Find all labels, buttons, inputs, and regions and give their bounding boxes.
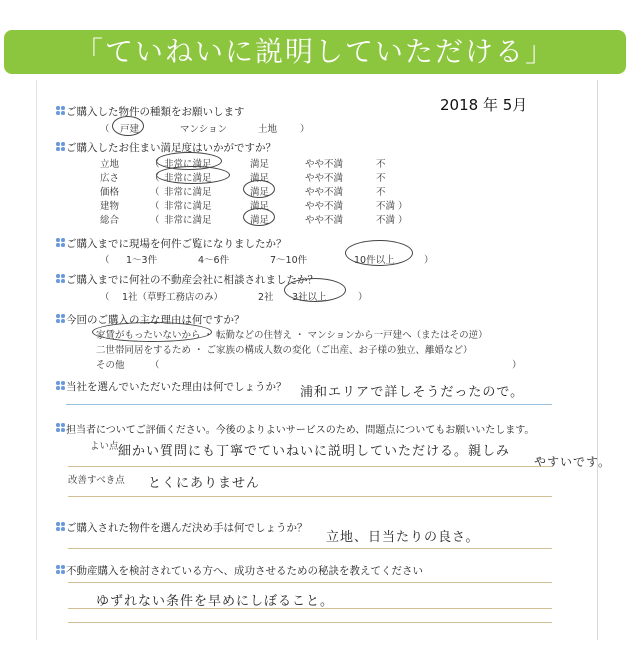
answer-line <box>68 582 552 583</box>
answer-deciding-factor: 立地、日当たりの良さ。 <box>326 530 480 545</box>
paren: （ <box>150 201 160 212</box>
q1-open-paren: （ <box>100 124 110 135</box>
paren: （ <box>150 215 160 226</box>
selected-circle <box>243 208 275 226</box>
opt-satisfied: 満足 <box>250 201 270 212</box>
q1-option-house: 戸建 <box>120 124 140 135</box>
opt-dissatisfied: 不満 ） <box>376 215 408 226</box>
row-label-building: 建物 <box>100 201 120 212</box>
bullet-dots-icon <box>56 106 66 116</box>
opt-satisfied: 満足 <box>250 159 270 170</box>
bullet-dots-icon <box>56 142 66 152</box>
bullet-dots-icon <box>56 423 66 433</box>
answer-line <box>68 496 552 497</box>
good-points-label: よい点 <box>90 441 119 452</box>
opt-satisfied: 満足 <box>250 187 270 198</box>
opt-satisfied: 満足 <box>250 173 270 184</box>
bullet-dots-icon <box>56 381 66 391</box>
opt-very-satisfied: 非常に満足 <box>164 215 212 226</box>
question-property-type: ご購入した物件の種類をお願いします <box>66 106 245 118</box>
answer-good-points-2: やすいです。 <box>534 455 612 469</box>
paren: ） <box>512 360 522 371</box>
opt-somewhat-dissatisfied: やや不満 <box>305 187 344 198</box>
paren: ） <box>358 292 368 303</box>
answer-good-points-1: 細かい質問にも丁寧でていねいに説明していただける。親しみ <box>118 444 511 459</box>
question-staff-evaluation: 担当者についてご評価ください。今後のよりよいサービスのため、問題点についてもお願いいたします。 <box>66 425 535 436</box>
opt-satisfied: 満足 <box>250 215 270 226</box>
opt-very-satisfied: 非常に満足 <box>164 159 212 170</box>
paren: （ <box>100 292 110 303</box>
bullet-dots-icon <box>56 522 66 532</box>
opt-somewhat-dissatisfied: やや不満 <box>305 173 344 184</box>
answer-line <box>68 608 552 609</box>
row-label-overall: 総合 <box>100 215 120 226</box>
bullet-dots-icon <box>56 314 66 324</box>
opt-somewhat-dissatisfied: やや不満 <box>305 215 344 226</box>
row-label-price: 価格 <box>100 187 120 198</box>
q1-option-mansion: マンション <box>180 124 228 135</box>
row-label-size: 広さ <box>100 173 120 184</box>
paren: （ <box>150 360 160 371</box>
bullet-dots-icon <box>56 238 66 248</box>
answer-line <box>68 622 552 623</box>
answer-why-us: 浦和エリアで詳しそうだったので。 <box>300 385 525 400</box>
opt-dissatisfied: 不 <box>376 187 386 198</box>
question-viewings: ご購入までに現場を何件ご覧になりましたか？ <box>66 238 287 250</box>
question-satisfaction: ご購入したお住まい満足度はいかがですか？ <box>66 142 276 154</box>
selected-circle <box>156 166 230 184</box>
question-agencies: ご購入までに何社の不動産会社に相談されましたか？ <box>66 274 318 286</box>
opt-very-satisfied: 非常に満足 <box>164 201 212 212</box>
selected-circle <box>112 116 144 136</box>
q1-close-paren: ） <box>300 124 310 135</box>
bullet-dots-icon <box>56 565 66 575</box>
answer-line <box>68 466 552 467</box>
opt-10-plus: 10件以上 <box>354 255 395 266</box>
opt-1-3: 1～3件 <box>126 255 158 266</box>
paren: （ <box>150 173 160 184</box>
paren: （ <box>150 159 160 170</box>
banner-title: 「ていねいに説明していただける」 <box>74 35 555 68</box>
improve-points-label: 改善すべき点 <box>68 475 125 486</box>
question-deciding-factor: ご購入された物件を選んだ決め手は何でしょうか？ <box>66 522 308 534</box>
opt-dissatisfied: 不 <box>376 159 386 170</box>
selected-circle <box>284 278 346 302</box>
answer-line <box>68 548 552 549</box>
opt-7-10: 7～10件 <box>270 255 308 266</box>
paren: （ <box>150 187 160 198</box>
paren: ） <box>424 255 434 266</box>
q1-option-land: 土地 <box>258 124 278 135</box>
opt-dissatisfied: 不 <box>376 173 386 184</box>
answer-success-tips: ゆずれない条件を早めにしぼること。 <box>96 594 335 609</box>
bullet-dots-icon <box>56 274 66 284</box>
reason-other-label: その他 <box>96 360 125 371</box>
opt-very-satisfied: 非常に満足 <box>164 173 212 184</box>
opt-4-6: 4～6件 <box>198 255 230 266</box>
reason-line-1: 家賃がもったいないから ・ 転勤などの住替え ・ マンションから一戸建へ（またはその逆） <box>96 330 488 341</box>
selected-circle <box>243 180 275 198</box>
answer-improve-points: とくにありません <box>148 476 261 491</box>
paren: （ <box>100 255 110 266</box>
question-success-tips: 不動産購入を検討されている方へ、成功させるための秘訣を教えてください <box>66 565 423 577</box>
reason-line-2: 二世帯同居をするため ・ ご家族の構成人数の変化（ご出産、お子様の独立、離婚など） <box>96 345 473 356</box>
opt-dissatisfied: 不満 ） <box>376 201 408 212</box>
opt-one-agency: 1社（草野工務店のみ） <box>122 292 224 303</box>
selected-circle <box>92 322 212 342</box>
opt-somewhat-dissatisfied: やや不満 <box>305 159 344 170</box>
answer-line <box>66 404 552 405</box>
opt-very-satisfied: 非常に満足 <box>164 187 212 198</box>
opt-three-plus: 3社以上 <box>292 292 327 303</box>
selected-circle <box>345 240 413 266</box>
row-label-location: 立地 <box>100 159 120 170</box>
opt-two-agencies: 2社 <box>258 292 274 303</box>
title-banner <box>4 30 626 74</box>
question-why-us: 当社を選んでいただいた理由は何でしょうか？ <box>66 381 287 393</box>
survey-date: 2018 年 5月 <box>440 96 528 114</box>
opt-somewhat-dissatisfied: やや不満 <box>305 201 344 212</box>
question-reason: 今回のご購入の主な理由は何ですか？ <box>66 314 245 326</box>
